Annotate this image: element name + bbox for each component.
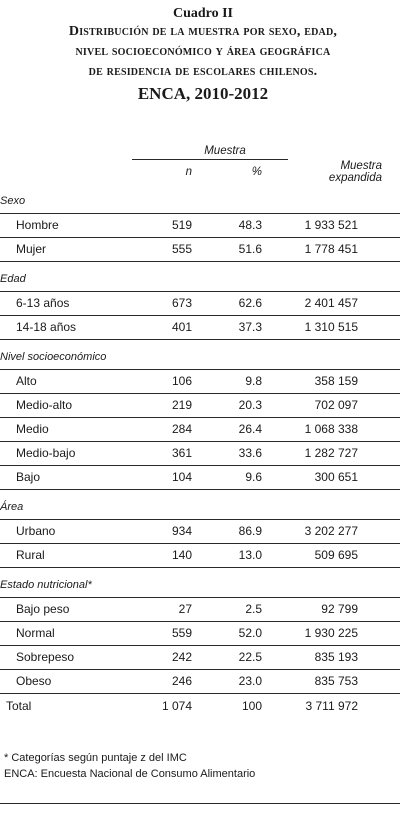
row-pct: 52.0 bbox=[202, 621, 288, 645]
total-n: 1 074 bbox=[161, 698, 192, 713]
table-title-block bbox=[0, 6, 406, 104]
section-label: Nivel socioeconómico bbox=[0, 351, 107, 363]
row-expanded: 835 193 bbox=[288, 645, 400, 669]
row-label: Medio bbox=[0, 417, 132, 441]
row-expanded: 1 930 225 bbox=[288, 621, 400, 645]
row-n: 246 bbox=[132, 669, 202, 693]
row-expanded: 92 799 bbox=[288, 597, 400, 621]
row-label: Bajo peso bbox=[0, 597, 132, 621]
table-row bbox=[0, 543, 400, 567]
row-n: 934 bbox=[132, 519, 202, 543]
table-row bbox=[0, 213, 400, 237]
row-pct: 20.3 bbox=[202, 393, 288, 417]
table-title-line: de residencia de escolares chilenos. bbox=[88, 64, 318, 79]
section-label: Sexo bbox=[0, 195, 26, 207]
section-header-row bbox=[0, 184, 400, 214]
row-expanded: 1 282 727 bbox=[288, 441, 400, 465]
section-header-row bbox=[0, 261, 400, 291]
row-pct: 23.0 bbox=[202, 669, 288, 693]
row-label: Medio-bajo bbox=[0, 441, 132, 465]
header-pct: % bbox=[251, 165, 262, 178]
total-pct: 100 bbox=[241, 698, 262, 713]
row-n: 242 bbox=[132, 645, 202, 669]
row-pct: 51.6 bbox=[202, 237, 288, 261]
row-n: 559 bbox=[132, 621, 202, 645]
row-label: Normal bbox=[0, 621, 132, 645]
total-expanded: 3 711 972 bbox=[305, 698, 358, 713]
section-label: Estado nutricional* bbox=[0, 579, 92, 591]
row-n: 27 bbox=[132, 597, 202, 621]
row-label: 14-18 años bbox=[0, 315, 132, 339]
table-title-line: Distribución de la muestra por sexo, edad, bbox=[68, 24, 338, 39]
bottom-rule bbox=[0, 803, 400, 804]
row-pct: 62.6 bbox=[202, 291, 288, 315]
row-expanded: 1 933 521 bbox=[288, 213, 400, 237]
header-muestra: Muestra bbox=[132, 142, 288, 160]
row-label: Mujer bbox=[0, 237, 132, 261]
section-header-row bbox=[0, 339, 400, 369]
total-label: Total bbox=[6, 698, 32, 713]
row-expanded: 3 202 277 bbox=[288, 519, 400, 543]
table-footnotes bbox=[4, 750, 255, 782]
row-n: 106 bbox=[132, 369, 202, 393]
table-row bbox=[0, 393, 400, 417]
row-pct: 9.8 bbox=[202, 369, 288, 393]
row-expanded: 835 753 bbox=[288, 669, 400, 693]
header-n: n bbox=[185, 165, 192, 178]
row-pct: 13.0 bbox=[202, 543, 288, 567]
row-n: 284 bbox=[132, 417, 202, 441]
row-pct: 9.6 bbox=[202, 465, 288, 489]
row-label: Obeso bbox=[0, 669, 132, 693]
table-row bbox=[0, 237, 400, 261]
table-title-survey: ENCA, 2010-2012 bbox=[137, 84, 269, 103]
table-row bbox=[0, 597, 400, 621]
table-number: Cuadro II bbox=[172, 6, 234, 21]
row-expanded: 1 068 338 bbox=[288, 417, 400, 441]
row-pct: 33.6 bbox=[202, 441, 288, 465]
row-label: Bajo bbox=[0, 465, 132, 489]
header-expanded: Muestra expandida bbox=[328, 159, 382, 184]
row-label: Alto bbox=[0, 369, 132, 393]
row-expanded: 2 401 457 bbox=[288, 291, 400, 315]
row-n: 104 bbox=[132, 465, 202, 489]
row-expanded: 702 097 bbox=[288, 393, 400, 417]
section-label: Área bbox=[0, 501, 24, 513]
table-row bbox=[0, 669, 400, 693]
section-header-row bbox=[0, 489, 400, 519]
row-pct: 22.5 bbox=[202, 645, 288, 669]
distribution-table bbox=[0, 142, 400, 718]
row-pct: 26.4 bbox=[202, 417, 288, 441]
section-label: Edad bbox=[0, 273, 26, 285]
table-row bbox=[0, 441, 400, 465]
table-row bbox=[0, 417, 400, 441]
table-row bbox=[0, 369, 400, 393]
footnote-enca: ENCA: Encuesta Nacional de Consumo Alimentario bbox=[4, 768, 256, 780]
row-label: Rural bbox=[0, 543, 132, 567]
row-label: Hombre bbox=[0, 213, 132, 237]
table-row bbox=[0, 465, 400, 489]
row-pct: 86.9 bbox=[202, 519, 288, 543]
row-label: 6-13 años bbox=[0, 291, 132, 315]
row-n: 519 bbox=[132, 213, 202, 237]
row-label: Medio-alto bbox=[0, 393, 132, 417]
row-expanded: 509 695 bbox=[288, 543, 400, 567]
header-columns-row bbox=[0, 160, 400, 184]
total-row bbox=[0, 693, 400, 718]
header-group-row bbox=[0, 142, 400, 160]
table-row bbox=[0, 621, 400, 645]
table-row bbox=[0, 645, 400, 669]
table-row bbox=[0, 315, 400, 339]
row-n: 401 bbox=[132, 315, 202, 339]
footnote-imc: * Categorías según puntaje z del IMC bbox=[4, 752, 187, 764]
row-expanded: 358 159 bbox=[288, 369, 400, 393]
row-pct: 37.3 bbox=[202, 315, 288, 339]
row-label: Urbano bbox=[0, 519, 132, 543]
table-row bbox=[0, 519, 400, 543]
section-header-row bbox=[0, 567, 400, 597]
row-pct: 48.3 bbox=[202, 213, 288, 237]
row-n: 219 bbox=[132, 393, 202, 417]
table-row bbox=[0, 291, 400, 315]
row-n: 673 bbox=[132, 291, 202, 315]
row-n: 361 bbox=[132, 441, 202, 465]
row-label: Sobrepeso bbox=[0, 645, 132, 669]
row-n: 555 bbox=[132, 237, 202, 261]
row-expanded: 1 778 451 bbox=[288, 237, 400, 261]
row-expanded: 1 310 515 bbox=[288, 315, 400, 339]
row-n: 140 bbox=[132, 543, 202, 567]
table-title-line: nivel socioeconómico y área geográfica bbox=[75, 44, 331, 59]
row-expanded: 300 651 bbox=[288, 465, 400, 489]
row-pct: 2.5 bbox=[202, 597, 288, 621]
